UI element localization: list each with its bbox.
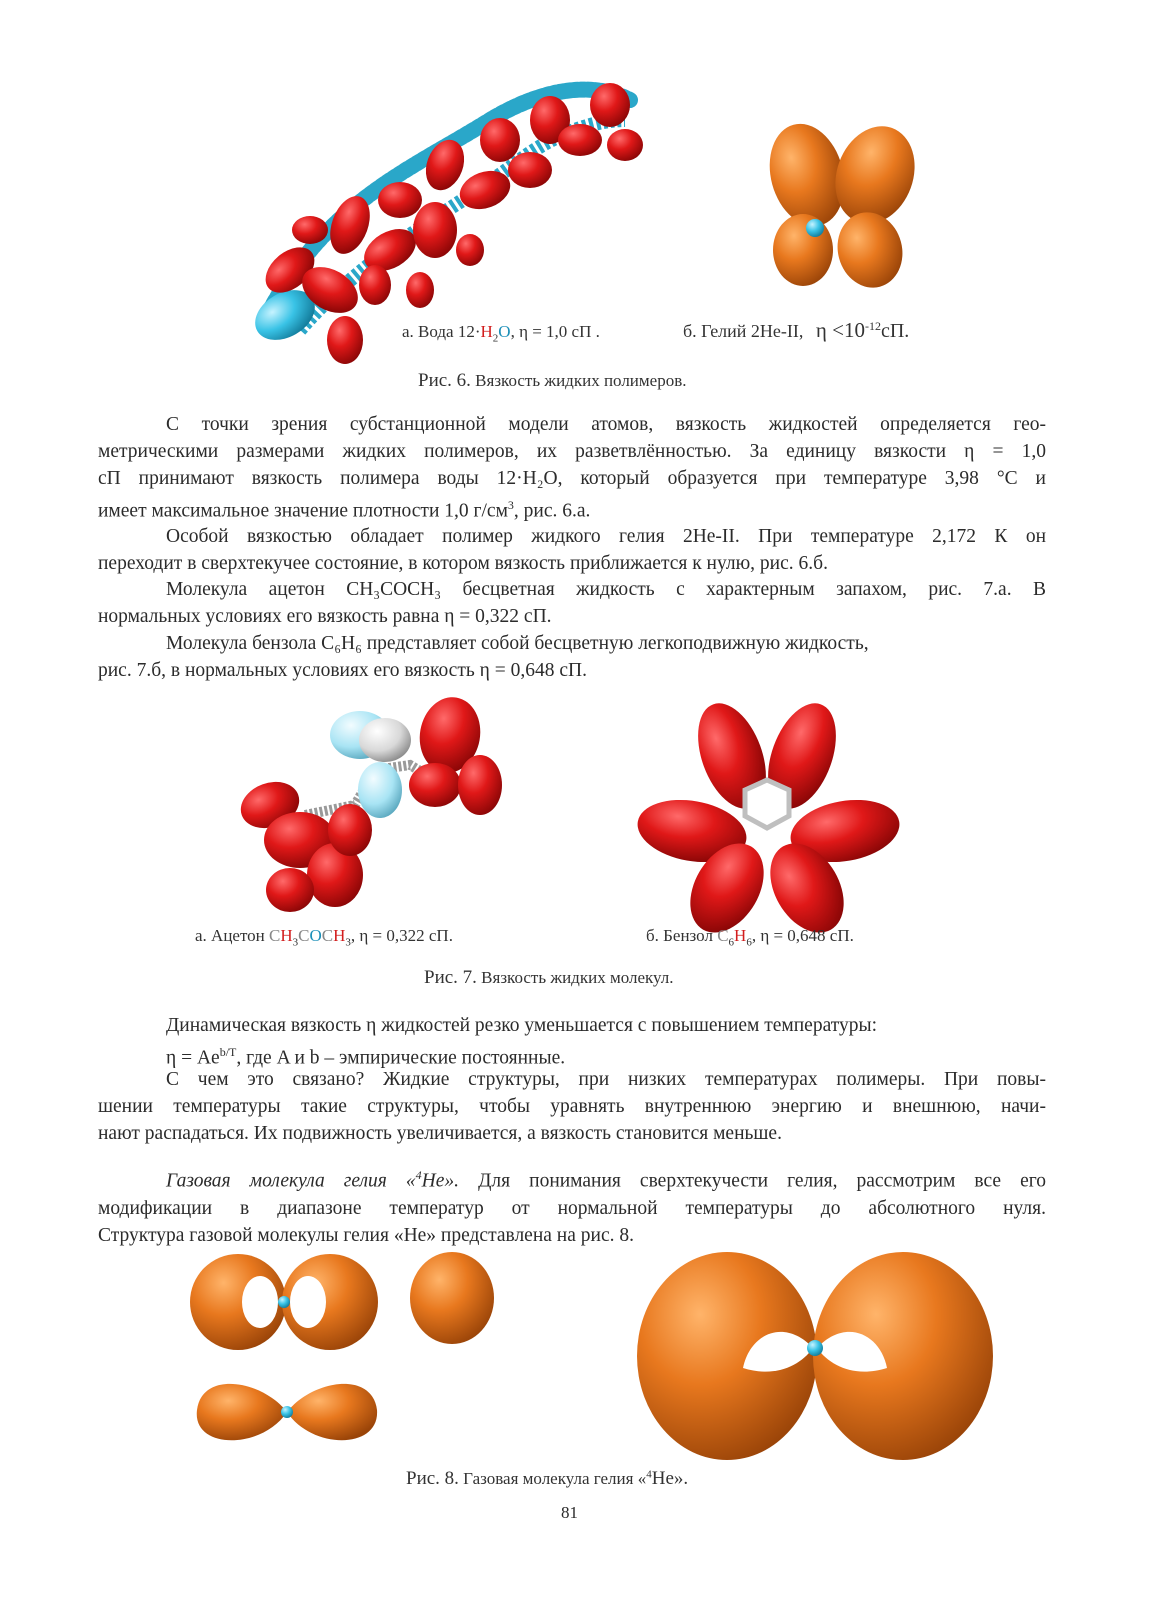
fig7-title-number: Рис. 7. [424, 967, 477, 988]
fig7a-caption-H1: H [280, 926, 293, 945]
fig8-title-sup: 4 [646, 1468, 652, 1481]
para1-line4-end: , рис. 6.а. [513, 500, 591, 522]
para6-line1: С чем это связано? Жидкие структуры, при низких температурах полимеры. При повы- [166, 1069, 1046, 1090]
para1-line4: имеет максимальное значение плотности 1,0 г/см [98, 500, 508, 522]
helium-nucleus [806, 219, 824, 237]
fig8-title-number: Рис. 8. [406, 1468, 459, 1489]
fig8-title-text: Газовая молекула гелия « [463, 1469, 647, 1488]
para7-italic-sup: 4 [415, 1168, 422, 1182]
fig6a-caption-sub2: 2 [492, 332, 499, 345]
fig7a-caption-H2: H [333, 926, 346, 945]
fig8-helium-dumbbell [192, 1370, 382, 1455]
para6-line3: нают распадаться. Их подвижность увеличивается, а вязкость становится меньше. [98, 1123, 782, 1144]
paragraph-viscosity-intro [98, 411, 1046, 525]
fig6b-caption [683, 318, 909, 343]
para2-line2: переходит в сверхтекучее состояние, в котором вязкость приближается к нулю, рис. 6.б. [98, 553, 828, 574]
para5-line2-sup: b/T [219, 1045, 237, 1059]
fig7a-caption-C1: C [269, 926, 281, 945]
paragraph-acetone [98, 576, 1046, 630]
para2-line1: Особой вязкостью обладает полимер жидкого гелия 2He-II. При температуре 2,172 К он [166, 526, 1046, 547]
fig6b-caption-unit: сП. [880, 320, 910, 342]
fig7b-caption-H: H [734, 926, 747, 945]
para5-line2-end: , где A и b – эмпирические постоянные. [236, 1047, 566, 1069]
fig6b-helium-polymer-illustration [765, 120, 925, 295]
fig7b-benzene-illustration [645, 698, 895, 923]
para5-line2: η = Ae [166, 1047, 220, 1069]
fig8-title-text-end: He». [651, 1468, 689, 1489]
fig6b-caption-eta: η <10 [815, 318, 865, 342]
fig6a-caption-O: O [498, 322, 511, 341]
para7-line2: модификации в диапазоне температур от нормальной температуры до абсолютного нуля. [98, 1197, 1046, 1219]
fig7-title-text: Вязкость жидких молекул. [481, 968, 674, 987]
fig6-title-number: Рис. 6. [418, 370, 471, 391]
para5-line1: Динамическая вязкость η жидкостей резко уменьшается с повышением температуры: [166, 1015, 878, 1036]
benzene-ring [745, 780, 789, 828]
fig7a-caption-sub3b: 3 [345, 936, 351, 949]
para7-line3: Структура газовой молекулы гелия «He» представлена на рис. 8. [98, 1224, 634, 1246]
fig8-nucleus-3 [807, 1340, 823, 1356]
page-number: 81 [561, 1503, 578, 1522]
para1-line2: метрическими размерами жидких полимеров, их разветвлённостью. За единицу вязкости η = 1,0 [98, 441, 1046, 462]
fig7b-caption-sub6b: 6 [746, 936, 752, 949]
fig8-nucleus-1 [278, 1296, 290, 1308]
para4-line2: рис. 7.б, в нормальных условиях его вязкость η = 0,648 сП. [98, 660, 587, 681]
paragraph-temperature-structures [98, 1066, 1046, 1147]
para4-line1: Молекула бензола C₆H₆ представляет собой бесцветную легкоподвижную жидкость, [166, 633, 869, 654]
fig7b-caption-suffix: , η = 0,648 сП. [751, 926, 854, 945]
fig7-title [424, 967, 674, 989]
para1-line3: сП принимают вязкость полимера воды 12·H₂O, который образуется при температуре 3,98 °С и [98, 468, 1046, 489]
fig7b-caption [646, 926, 854, 948]
para7-italic-b: He». [421, 1170, 460, 1192]
fig6a-caption-suffix: , η = 1,0 сП . [510, 322, 600, 341]
paragraph-benzene [98, 630, 1046, 684]
para1-line4-sup: 3 [507, 498, 514, 512]
fig6a-caption [402, 322, 600, 344]
para6-line2: шении температуры такие структуры, чтобы уравнять внутреннюю энергию и внешнюю, начи- [98, 1096, 1046, 1117]
fig8-helium-torus-small [190, 1252, 380, 1357]
fig7b-caption-sub6a: 6 [728, 936, 735, 949]
fig7b-caption-prefix: б. Бензол [646, 926, 718, 945]
fig8-title [406, 1468, 688, 1490]
fig7a-caption-C3: C [321, 926, 334, 945]
para1-line1: С точки зрения субстанционной модели атомов, вязкость жидкостей определяется гео- [166, 414, 1046, 435]
fig6a-caption-prefix: а. Вода 12· [402, 322, 481, 341]
para3-line1: Молекула ацетон CH₃COCH₃ бесцветная жидкость с характерным запахом, рис. 7.а. В [166, 579, 1046, 600]
fig8-helium-sphere [407, 1250, 497, 1350]
fig8-nucleus-2 [281, 1406, 293, 1418]
fig6a-caption-H: H [480, 322, 493, 341]
fig6-title-text: Вязкость жидких полимеров. [475, 371, 687, 390]
fig7a-acetone-illustration [235, 690, 510, 925]
fig7a-caption-sub3a: 3 [292, 936, 299, 949]
fig7a-caption-O: O [309, 926, 322, 945]
fig7a-caption-prefix: а. Ацетон [195, 926, 270, 945]
fig7a-caption [195, 926, 453, 948]
fig6b-caption-exp: -12 [864, 319, 881, 333]
fig6b-caption-prefix: б. Гелий 2He-II, [683, 321, 804, 341]
paragraph-dynamic-viscosity [98, 1012, 1046, 1072]
paragraph-helium-superfluid [98, 523, 1046, 577]
fig6-title [418, 370, 686, 392]
paragraph-helium-gas-molecule [98, 1162, 1046, 1249]
fig7a-caption-suffix: , η = 0,322 сП. [350, 926, 453, 945]
para7-line1-rest: Для понимания сверхтекучести гелия, рассмотрим все его [459, 1170, 1046, 1192]
helium-orange-lobes [759, 115, 928, 295]
fig7b-caption-C: C [717, 926, 729, 945]
para7-italic-a: Газовая молекула гелия « [166, 1170, 416, 1192]
para3-line2: нормальных условиях его вязкость равна η = 0,322 сП. [98, 606, 552, 627]
fig8-helium-torus-large [635, 1248, 995, 1463]
fig7a-caption-C2: C [298, 926, 310, 945]
